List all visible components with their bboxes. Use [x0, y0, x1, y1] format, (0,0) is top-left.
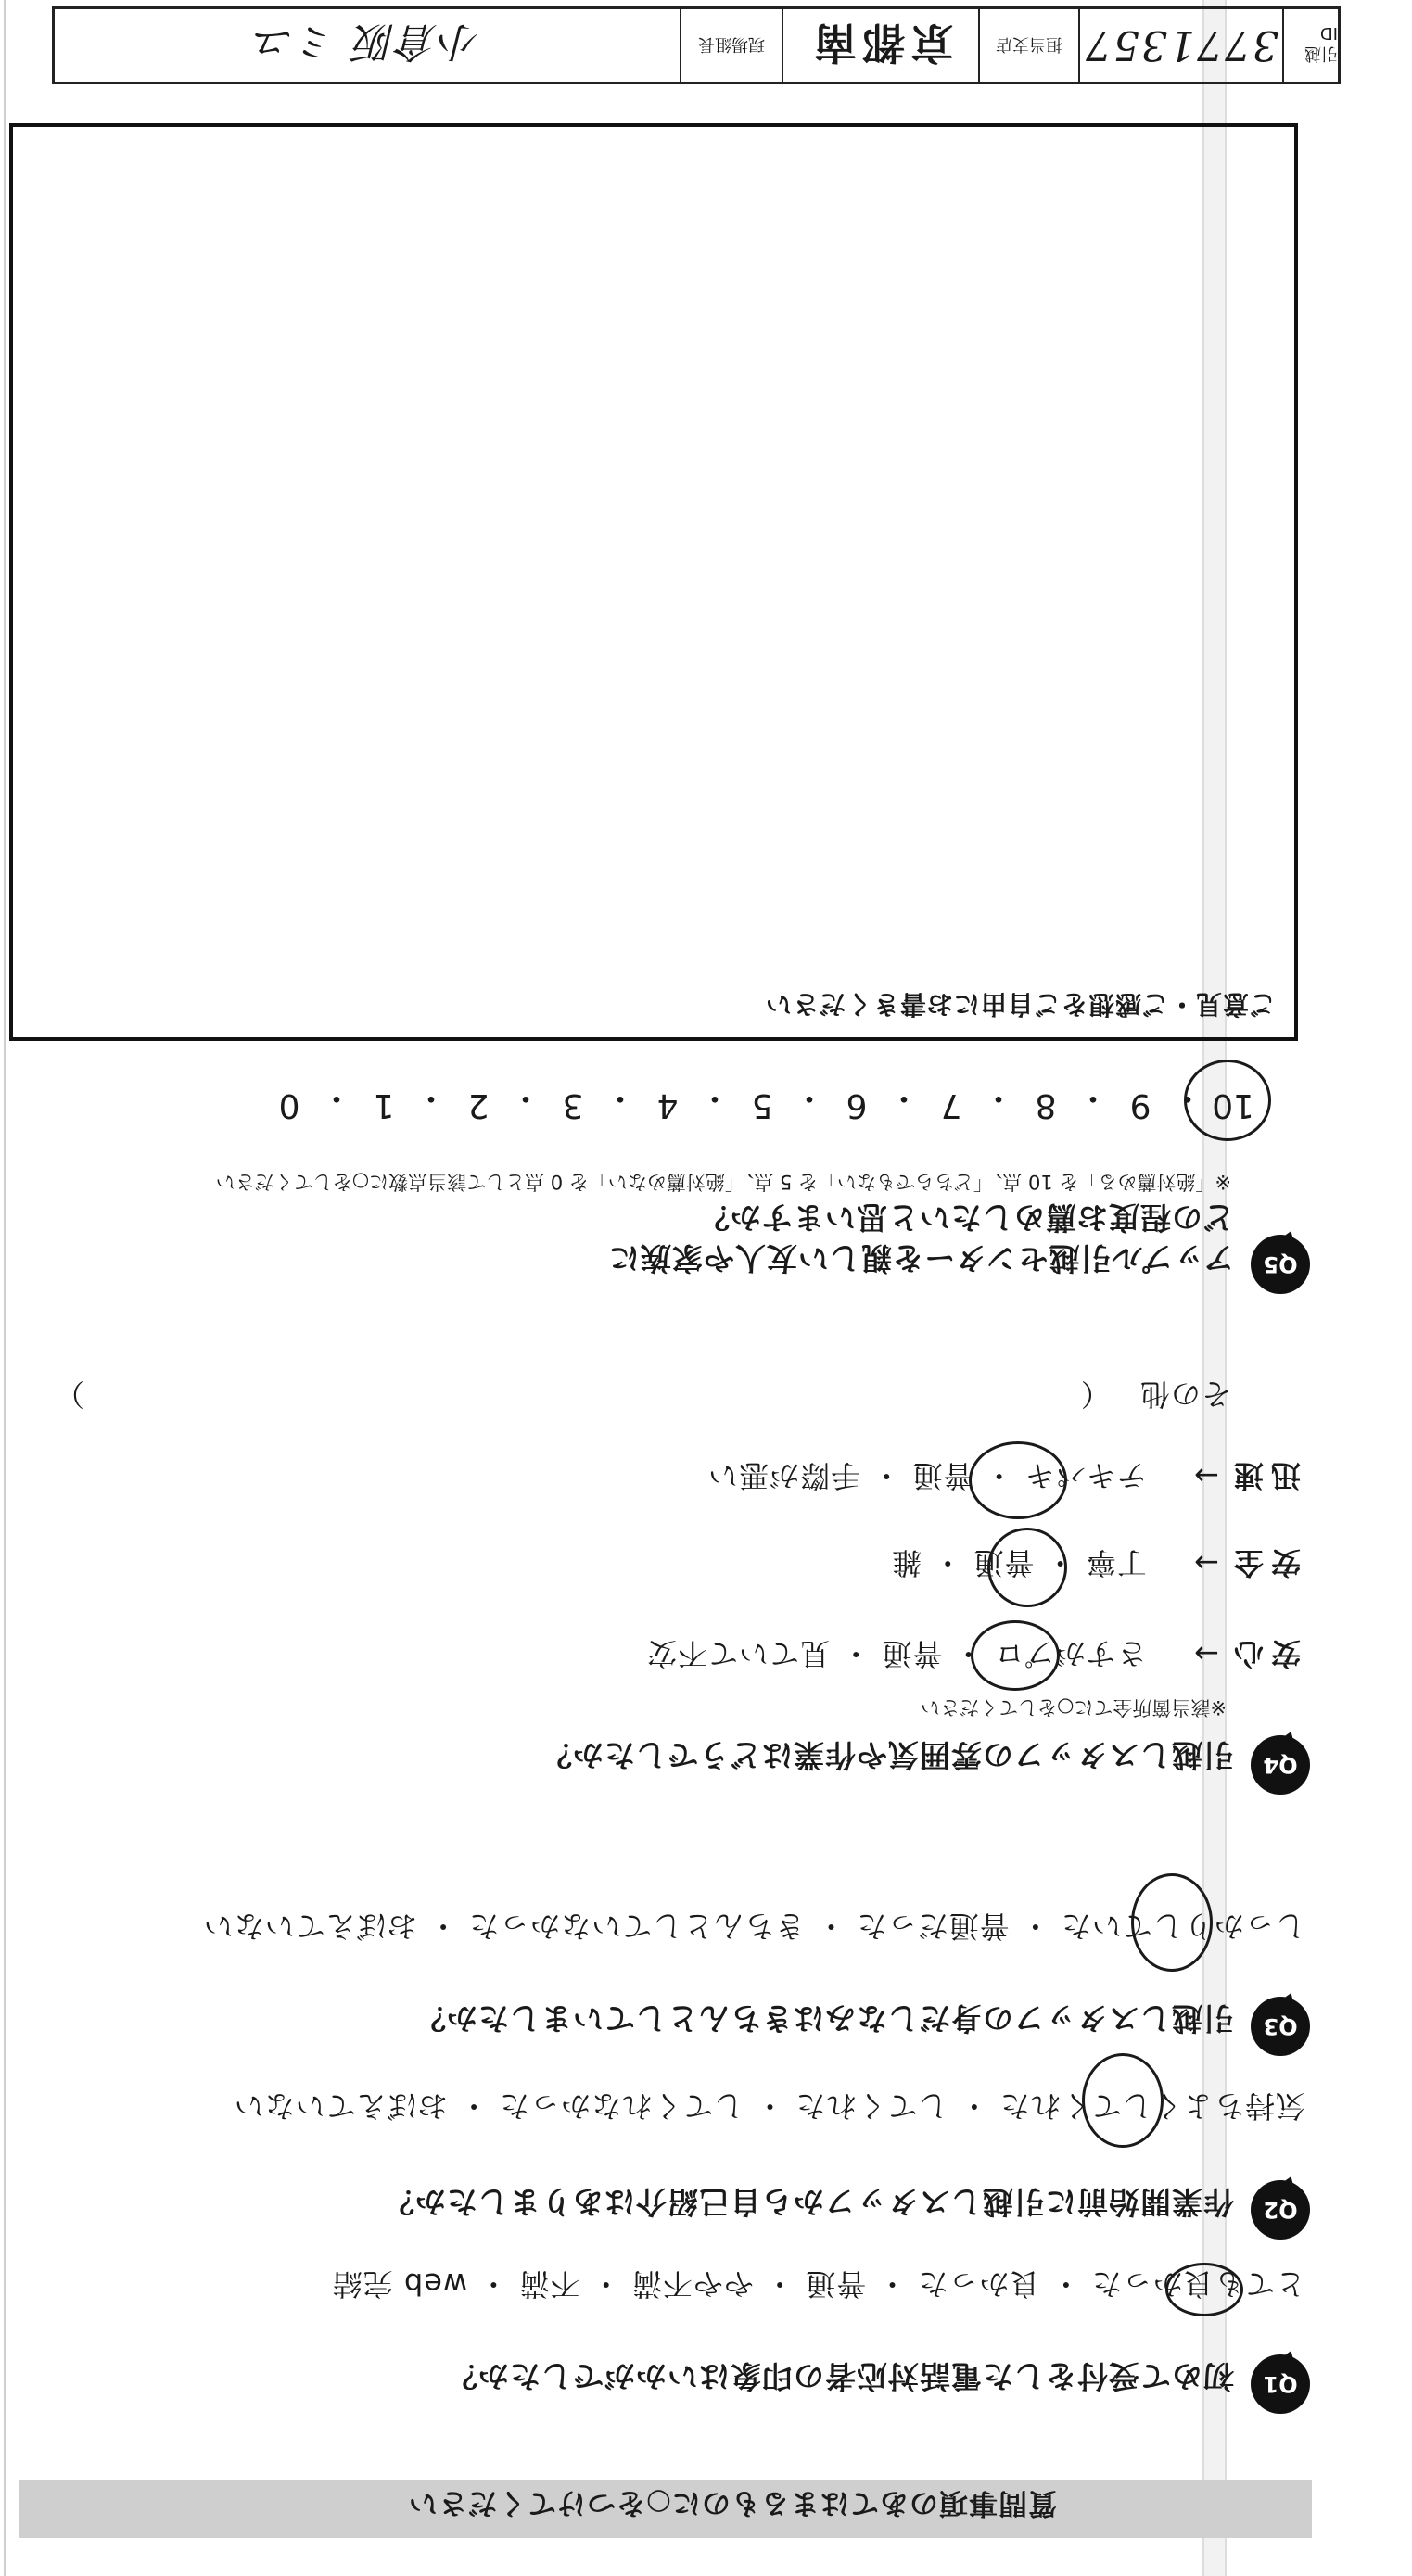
q1-option-2[interactable]: 良かった: [917, 2266, 1040, 2302]
q5-note: ※「絶対薦める」を 10 点、「どちらでもない」を 5 点、「絶対薦めない」を 0 点として該当点数に○をしてください: [215, 1171, 1231, 1193]
branch-value: 京都南: [782, 9, 978, 82]
q4-row-3-label: 迅速: [1226, 1458, 1301, 1493]
q5-score-4[interactable]: 4: [656, 1086, 679, 1124]
q5-score-5[interactable]: 5: [751, 1086, 773, 1124]
q1-option-3[interactable]: 普通: [805, 2266, 867, 2302]
leader-label: 現場組長: [680, 9, 782, 82]
q5-score-7[interactable]: 7: [940, 1086, 962, 1124]
q2-option-4[interactable]: おぼえていない: [233, 2088, 448, 2124]
q2-icon: Q2: [1251, 2180, 1310, 2240]
q1-option-5[interactable]: 不満: [518, 2266, 580, 2302]
leader-value: 小倉阪 ミユ: [252, 18, 480, 65]
q4-row-2: → 丁寧 ・ 普通 ・ 雑: [891, 1545, 1219, 1580]
q2-question: 作業開始前に引越しスタッフから自己紹介はありましたか？: [383, 2184, 1234, 2220]
q4-row-1: → さすがプロ ・ 普通 ・ 見ていて不安: [646, 1636, 1219, 1671]
q4-row-2-option-2[interactable]: 普通: [973, 1545, 1035, 1580]
comment-title: ご意見・ご感想をご自由にお書きください: [764, 989, 1276, 1020]
q5-scale: [270, 1077, 1254, 1124]
q1-options: とても良かった ・ 良かった ・ 普通 ・ やや不満 ・ 不満 ・ web 完結: [331, 2266, 1305, 2302]
q1-option-4[interactable]: やや不満: [630, 2266, 754, 2302]
q5-question-line1: アップル引越センターを親しい友人や家族に: [607, 1240, 1234, 1276]
q4-icon: Q4: [1251, 1735, 1310, 1795]
q4-note: ※該当箇所全てに○をしてください: [921, 1696, 1227, 1719]
q5-score-8[interactable]: 8: [1035, 1086, 1057, 1124]
q4-row-1-label: 安心: [1226, 1636, 1301, 1671]
q2-option-1[interactable]: 気持ちよくしてくれた: [999, 2088, 1305, 2124]
q5-score-3[interactable]: 3: [562, 1086, 584, 1124]
q4-row-1-option-3[interactable]: 見ていて不安: [646, 1636, 831, 1671]
q5-answer-circle: [1184, 1060, 1271, 1141]
q3-option-1[interactable]: しっかりしていた: [1060, 1909, 1305, 1944]
q4-row-2-label: 安全: [1226, 1545, 1301, 1580]
q3-options: しっかりしていた ・ 普通だった ・ きちんとしていなかった ・ おぼえていない: [202, 1909, 1305, 1944]
q5-score-0[interactable]: 0: [278, 1086, 300, 1124]
q5-score-9[interactable]: 9: [1129, 1086, 1151, 1124]
scale-separator: ・: [1076, 1079, 1111, 1117]
scale-separator: ・: [1171, 1079, 1205, 1117]
q1-answer-circle: [1165, 2263, 1243, 2316]
q1-option-6[interactable]: web 完結: [331, 2266, 468, 2302]
branch-label: 担当支店: [978, 9, 1078, 82]
id-value: 3771357: [1078, 9, 1282, 82]
q5-score-2[interactable]: 2: [467, 1086, 490, 1124]
q2-answer-circle: [1082, 2053, 1164, 2148]
q3-option-2[interactable]: 普通だった: [856, 1909, 1010, 1944]
q4-other: その他 （: [1079, 1377, 1231, 1412]
scale-separator: ・: [604, 1079, 638, 1117]
comment-box[interactable]: [9, 123, 1298, 1041]
q3-icon: Q3: [1251, 1997, 1310, 2056]
q4-row-3-answer-circle: [969, 1441, 1067, 1519]
scale-separator: ・: [509, 1079, 543, 1117]
instruction-banner: [19, 2480, 1312, 2538]
q3-answer-circle: [1131, 1873, 1213, 1972]
banner-text: 質問事項のあてはまるものに○をつけてください: [407, 2486, 1057, 2519]
scale-separator: ・: [982, 1079, 1016, 1117]
q3-option-4[interactable]: おぼえていない: [202, 1909, 417, 1944]
q4-row-3-option-1[interactable]: テキパキ: [1024, 1458, 1147, 1493]
q2-options: 気持ちよくしてくれた ・ してくれた ・ してくれなかった ・ おぼえていない: [233, 2088, 1305, 2124]
q5-score-10[interactable]: 10: [1212, 1086, 1254, 1124]
q1-option-1[interactable]: とても良かった: [1090, 2266, 1305, 2302]
q3-question: 引越しスタッフの身だしなみはきちんとしていましたか？: [414, 2000, 1234, 2037]
q5-icon: Q5: [1251, 1235, 1310, 1294]
scale-separator: ・: [320, 1079, 354, 1117]
q4-row-1-answer-circle: [971, 1620, 1060, 1691]
scale-separator: ・: [698, 1079, 732, 1117]
q4-other-close: ）: [53, 1377, 84, 1412]
id-header: [52, 6, 1341, 84]
q3-option-3[interactable]: きちんとしていなかった: [468, 1909, 806, 1944]
q1-question: 初めて受付をした電話対応者の印象はいかがでしたか？: [446, 2358, 1234, 2394]
q2-option-2[interactable]: してくれた: [795, 2088, 948, 2124]
q2-option-3[interactable]: してくれなかった: [499, 2088, 744, 2124]
q4-row-3-option-3[interactable]: 手際が悪い: [707, 1458, 861, 1493]
scale-separator: ・: [887, 1079, 922, 1117]
q4-row-1-option-1[interactable]: さすがプロ: [993, 1636, 1147, 1671]
q4-other-label: その他: [1139, 1377, 1231, 1412]
id-label: 引越 ID: [1282, 9, 1338, 82]
q1-icon: Q1: [1251, 2354, 1310, 2414]
page-edge: [4, 0, 6, 2576]
q4-row-2-option-3[interactable]: 雑: [891, 1545, 922, 1580]
scale-separator: ・: [793, 1079, 827, 1117]
q5-score-1[interactable]: 1: [373, 1086, 395, 1124]
q4-row-3: → テキパキ ・ 普通 ・ 手際が悪い: [707, 1458, 1219, 1493]
q5-question-line2: どの程度お薦めしたいと思いますか？: [698, 1199, 1234, 1236]
scale-separator: ・: [414, 1079, 449, 1117]
q4-row-1-option-2[interactable]: 普通: [881, 1636, 943, 1671]
q4-row-3-option-2[interactable]: 普通: [911, 1458, 973, 1493]
q4-row-2-answer-circle: [987, 1528, 1067, 1607]
q4-row-2-option-1[interactable]: 丁寧: [1085, 1545, 1147, 1580]
q4-question: 引越しスタッフの雰囲気や作業はどうでしたか？: [541, 1737, 1234, 1773]
q5-score-6[interactable]: 6: [846, 1086, 868, 1124]
